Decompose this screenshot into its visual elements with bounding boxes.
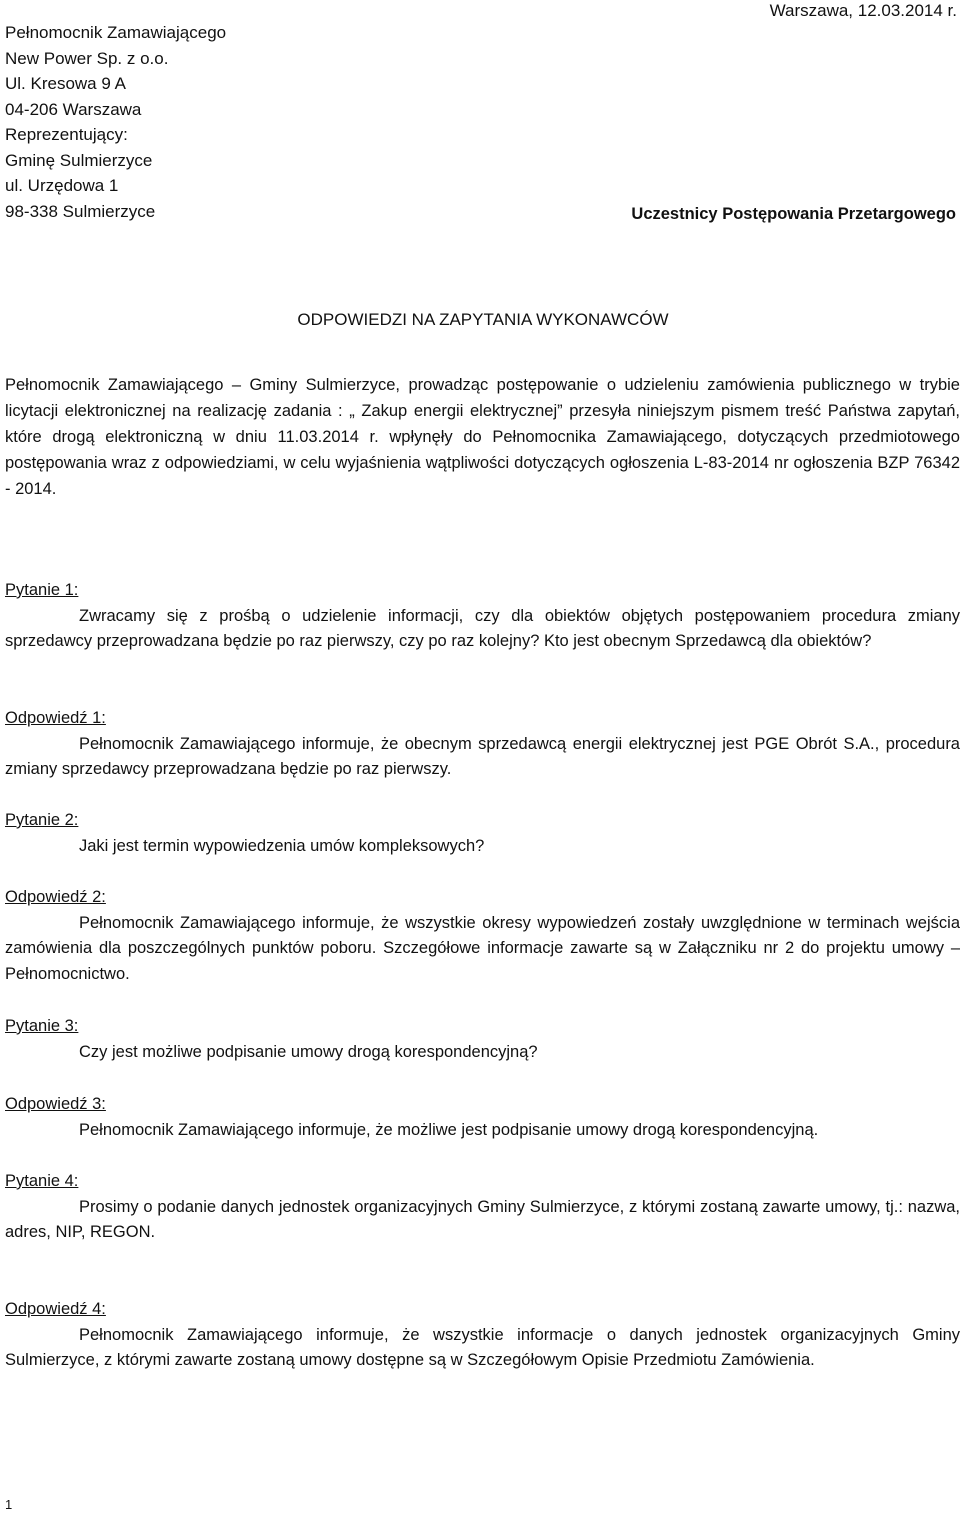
question-text <box>5 604 960 655</box>
answer-label: Odpowiedź 3: <box>5 1095 106 1113</box>
sender-address-block <box>5 20 226 224</box>
sender-line: New Power Sp. z o.o. <box>5 48 169 68</box>
question-body: Prosimy o podanie danych jednostek organizacyjnych Gminy Sulmierzyce, z którymi zostaną zawarte umowy, tj.: nazwa, adres, NIP, REGON. <box>5 1197 960 1241</box>
question-body: Czy jest możliwe podpisanie umowy drogą korespondencyjną? <box>79 1042 538 1061</box>
question-label: Pytanie 4: <box>5 1172 79 1190</box>
answer-label: Odpowiedź 4: <box>5 1300 106 1318</box>
question-4 <box>5 1169 960 1246</box>
answer-2 <box>5 885 960 987</box>
sender-line: 04-206 Warszawa <box>5 99 142 119</box>
question-body: Jaki jest termin wypowiedzenia umów kompleksowych? <box>79 836 485 855</box>
question-label: Pytanie 3: <box>5 1017 79 1035</box>
question-label: Pytanie 1: <box>5 581 79 599</box>
answer-body: Pełnomocnik Zamawiającego informuje, że wszystkie okresy wypowiedzeń zostały uwzględnione w terminach wejścia zamówienia dla poszczególnych punktów poboru. Szczegółowe informacje zawarte są w Załączniku nr 2 do projektu umowy – Pełnomocnictwo. <box>5 913 960 983</box>
answer-1 <box>5 706 960 783</box>
sender-line: ul. Urzędowa 1 <box>5 176 119 195</box>
sender-line: Pełnomocnik Zamawiającego <box>5 23 227 42</box>
page-number: 1 <box>5 1497 13 1512</box>
question-1 <box>5 578 960 655</box>
question-2 <box>5 808 960 859</box>
question-text <box>5 1040 960 1066</box>
sender-line: Ul. Kresowa 9 A <box>5 74 126 93</box>
sender-line: 98-338 Sulmierzyce <box>5 201 156 221</box>
document-title: ODPOWIEDZI NA ZAPYTANIA WYKONAWCÓW <box>297 310 669 329</box>
answer-text <box>5 911 960 988</box>
question-3 <box>5 1014 960 1065</box>
recipient-line: Uczestnicy Postępowania Przetargowego <box>631 205 956 223</box>
answer-text <box>5 732 960 783</box>
answer-text <box>5 1323 960 1374</box>
question-label: Pytanie 2: <box>5 811 79 829</box>
question-text <box>5 834 960 860</box>
answer-body: Pełnomocnik Zamawiającego informuje, że obecnym sprzedawcą energii elektrycznej jest PGE Obrót S.A., procedura zmiany sprzedawcy przeprowadzana będzie po raz pierwszy. <box>5 734 960 778</box>
answer-4 <box>5 1297 960 1374</box>
answer-label: Odpowiedź 2: <box>5 888 106 906</box>
question-body: Zwracamy się z prośbą o udzielenie informacji, czy dla obiektów objętych postępowaniem procedura zmiany sprzedawcy przeprowadzana będzie po raz pierwszy, czy po raz kolejny? Kto jest obecnym Sprzedawcą dla obiektów? <box>5 606 960 650</box>
answer-body: Pełnomocnik Zamawiającego informuje, że wszystkie informacje o danych jednostek organizacyjnych Gminy Sulmierzyce, z którymi zawarte zostaną umowy dostępne są w Szczegółowym Opisie Przedmiotu Zamówienia. <box>5 1325 960 1369</box>
intro-paragraph: Pełnomocnik Zamawiającego – Gminy Sulmierzyce, prowadząc postępowanie o udzieleniu zamówienia publicznego w trybie licytacji elektronicznej na realizację zadania : „ Zakup energii elektrycznej” przesyła niniejszym pismem treść Państwa zapytań, które drogą elektroniczną w dniu 11.03.2014 r. wpłynęły do Pełnomocnika Zamawiającego, dotyczących przedmiotowego postępowania wraz z odpowiedziami, w celu wyjaśnienia wątpliwości dotyczących ogłoszenia L-83-2014 nr ogłoszenia BZP 76342 - 2014. <box>5 376 960 498</box>
document-date: Warszawa, 12.03.2014 r. <box>769 1 957 20</box>
sender-line: Reprezentujący: <box>5 125 128 144</box>
sender-line: Gminę Sulmierzyce <box>5 150 153 170</box>
answer-label: Odpowiedź 1: <box>5 709 106 727</box>
answer-body: Pełnomocnik Zamawiającego informuje, że możliwe jest podpisanie umowy drogą korespondencyjną. <box>79 1120 819 1139</box>
question-text <box>5 1195 960 1246</box>
answer-3 <box>5 1092 960 1143</box>
answer-text <box>5 1118 960 1144</box>
